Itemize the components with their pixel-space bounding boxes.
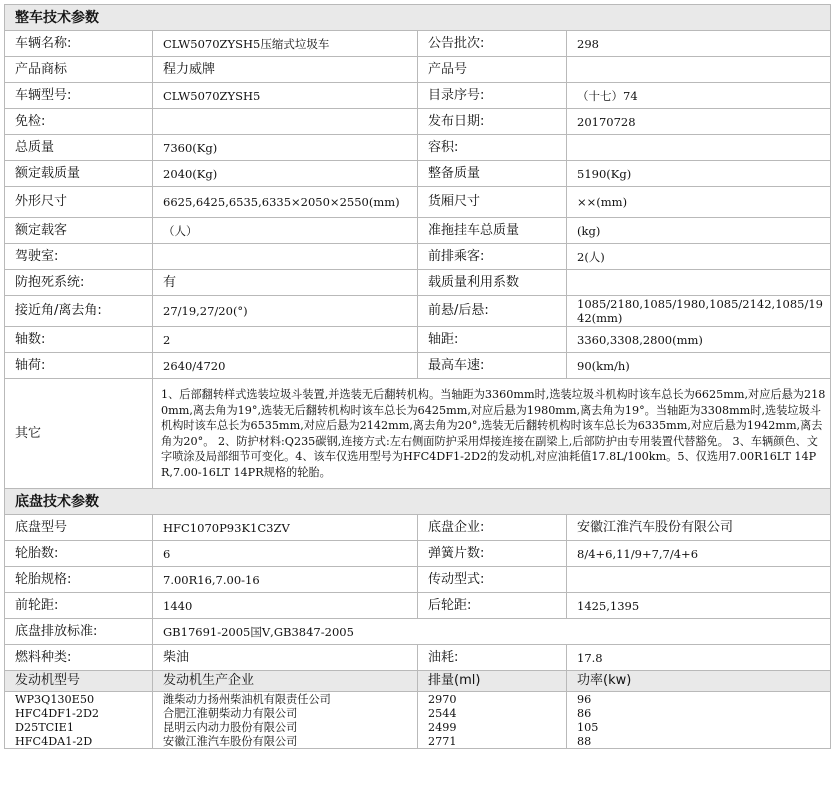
field-value: CLW5070ZYSH5压缩式垃圾车 [153, 31, 418, 57]
engine-header-row [5, 671, 831, 692]
field-value [567, 135, 831, 161]
vehicle-row [5, 353, 831, 379]
chassis-row [5, 567, 831, 593]
field-label: 容积: [418, 135, 567, 161]
vehicle-row [5, 83, 831, 109]
field-value: 程力威牌 [153, 57, 418, 83]
field-value: 6625,6425,6535,6335×2050×2550(mm) [153, 187, 418, 218]
field-value: 5190(Kg) [567, 161, 831, 187]
other-label: 其它 [5, 379, 153, 489]
field-label: 接近角/离去角: [5, 296, 153, 327]
field-value: 2040(Kg) [153, 161, 418, 187]
field-value: 1425,1395 [567, 593, 831, 619]
consumption-label: 油耗: [418, 645, 567, 671]
field-value [567, 567, 831, 593]
vehicle-row [5, 31, 831, 57]
other-notes-row [5, 379, 831, 489]
field-value: 6 [153, 541, 418, 567]
field-label: 轴距: [418, 327, 567, 353]
field-label: 货厢尺寸 [418, 187, 567, 218]
vehicle-row [5, 218, 831, 244]
field-label: 底盘企业: [418, 515, 567, 541]
vehicle-row [5, 109, 831, 135]
field-value: 298 [567, 31, 831, 57]
field-value: 7360(Kg) [153, 135, 418, 161]
vehicle-row [5, 296, 831, 327]
field-value [567, 57, 831, 83]
vehicle-row [5, 57, 831, 83]
engine-displacement: 2499 [418, 720, 567, 734]
consumption-value: 17.8 [567, 645, 831, 671]
engine-power: 88 [567, 734, 831, 749]
vehicle-row [5, 187, 831, 218]
field-label: 总质量 [5, 135, 153, 161]
engine-row [5, 692, 831, 707]
field-label: 额定载质量 [5, 161, 153, 187]
field-label: 产品号 [418, 57, 567, 83]
engine-maker: 合肥江淮朝柴动力有限公司 [153, 706, 418, 720]
emission-row [5, 619, 831, 645]
field-value: 2(人) [567, 244, 831, 270]
fuel-row [5, 645, 831, 671]
engine-maker: 昆明云内动力股份有限公司 [153, 720, 418, 734]
engine-header-displacement: 排量(ml) [418, 671, 567, 692]
engine-model: HFC4DA1-2D [5, 734, 153, 749]
field-label: 公告批次: [418, 31, 567, 57]
field-label: 外形尺寸 [5, 187, 153, 218]
field-label: 产品商标 [5, 57, 153, 83]
field-label: 底盘型号 [5, 515, 153, 541]
chassis-row [5, 515, 831, 541]
field-value: 1085/2180,1085/1980,1085/2142,1085/1942(mm) [567, 296, 831, 327]
field-value: （十七）74 [567, 83, 831, 109]
vehicle-row [5, 135, 831, 161]
field-value: 20170728 [567, 109, 831, 135]
chassis-row [5, 593, 831, 619]
field-label: 驾驶室: [5, 244, 153, 270]
field-label: 弹簧片数: [418, 541, 567, 567]
engine-power: 105 [567, 720, 831, 734]
field-label: 后轮距: [418, 593, 567, 619]
field-value: 1440 [153, 593, 418, 619]
field-label: 前轮距: [5, 593, 153, 619]
engine-row [5, 706, 831, 720]
field-value [567, 270, 831, 296]
field-value: 2 [153, 327, 418, 353]
field-label: 免检: [5, 109, 153, 135]
field-label: 轮胎数: [5, 541, 153, 567]
section-title-vehicle: 整车技术参数 [5, 5, 831, 31]
chassis-row [5, 541, 831, 567]
engine-power: 86 [567, 706, 831, 720]
other-notes-text: 1、后部翻转样式选装垃圾斗装置,并选装无后翻转机构。当轴距为3360mm时,选装垃圾斗机构时该车总长为6625mm,对应后悬为2180mm,离去角为19°,选装无后翻转机构时该车总长为6425mm,对应后悬为1980mm,离去角为19°。当轴距为3308mm时,选装垃圾斗机构时该车总长为6535mm,对应后悬为2142mm,离去角为20°,选装无后翻转机构时该车总长为6335mm,对应后悬为1942mm,离去角为20°。 2、防护材料:Q235碳钢,连接方式:左右侧面防护采用焊接连接在副梁上,后部防护由专用装置代替豁免。 3、车辆颜色、文字喷涂及局部细节可变化。4、该车仅选用型号为HFC4DF1-2D2的发动机,对应油耗值17.8L/100km。5、仅选用7.00R16LT 14PR,7.00-16LT 14PR规格的轮胎。 [153, 379, 831, 489]
fuel-value: 柴油 [153, 645, 418, 671]
field-value: 2640/4720 [153, 353, 418, 379]
section-header-vehicle [5, 5, 831, 31]
field-value: HFC1070P93K1C3ZV [153, 515, 418, 541]
engine-displacement: 2544 [418, 706, 567, 720]
field-value [153, 109, 418, 135]
engine-maker: 安徽江淮汽车股份有限公司 [153, 734, 418, 749]
field-label: 前悬/后悬: [418, 296, 567, 327]
field-label: 最高车速: [418, 353, 567, 379]
emission-value: GB17691-2005国Ⅴ,GB3847-2005 [153, 619, 831, 645]
engine-power: 96 [567, 692, 831, 707]
field-label: 准拖挂车总质量 [418, 218, 567, 244]
engine-model: HFC4DF1-2D2 [5, 706, 153, 720]
field-value: 27/19,27/20(°) [153, 296, 418, 327]
field-value: 8/4+6,11/9+7,7/4+6 [567, 541, 831, 567]
engine-header-maker: 发动机生产企业 [153, 671, 418, 692]
field-label: 防抱死系统: [5, 270, 153, 296]
emission-label: 底盘排放标准: [5, 619, 153, 645]
field-label: 轴荷: [5, 353, 153, 379]
field-value: 7.00R16,7.00-16 [153, 567, 418, 593]
vehicle-row [5, 270, 831, 296]
field-label: 额定载客 [5, 218, 153, 244]
field-label: 整备质量 [418, 161, 567, 187]
engine-displacement: 2771 [418, 734, 567, 749]
field-label: 轴数: [5, 327, 153, 353]
field-value: 有 [153, 270, 418, 296]
field-value [153, 244, 418, 270]
field-value: 安徽江淮汽车股份有限公司 [567, 515, 831, 541]
field-label: 发布日期: [418, 109, 567, 135]
field-value: ××(mm) [567, 187, 831, 218]
vehicle-row [5, 327, 831, 353]
section-header-chassis [5, 489, 831, 515]
field-value: （人） [153, 218, 418, 244]
engine-model: WP3Q130E50 [5, 692, 153, 707]
field-label: 前排乘客: [418, 244, 567, 270]
fuel-label: 燃料种类: [5, 645, 153, 671]
engine-row [5, 720, 831, 734]
field-value: 90(km/h) [567, 353, 831, 379]
engine-header-power: 功率(kw) [567, 671, 831, 692]
field-label: 车辆型号: [5, 83, 153, 109]
field-value: (kg) [567, 218, 831, 244]
field-value: CLW5070ZYSH5 [153, 83, 418, 109]
engine-header-model: 发动机型号 [5, 671, 153, 692]
section-title-chassis: 底盘技术参数 [5, 489, 831, 515]
field-label: 目录序号: [418, 83, 567, 109]
engine-model: D25TCIE1 [5, 720, 153, 734]
vehicle-row [5, 161, 831, 187]
field-label: 传动型式: [418, 567, 567, 593]
field-label: 车辆名称: [5, 31, 153, 57]
engine-row [5, 734, 831, 749]
field-label: 轮胎规格: [5, 567, 153, 593]
engine-maker: 潍柴动力扬州柴油机有限责任公司 [153, 692, 418, 707]
spec-table [4, 4, 831, 749]
vehicle-row [5, 244, 831, 270]
field-value: 3360,3308,2800(mm) [567, 327, 831, 353]
field-label: 载质量利用系数 [418, 270, 567, 296]
engine-displacement: 2970 [418, 692, 567, 707]
